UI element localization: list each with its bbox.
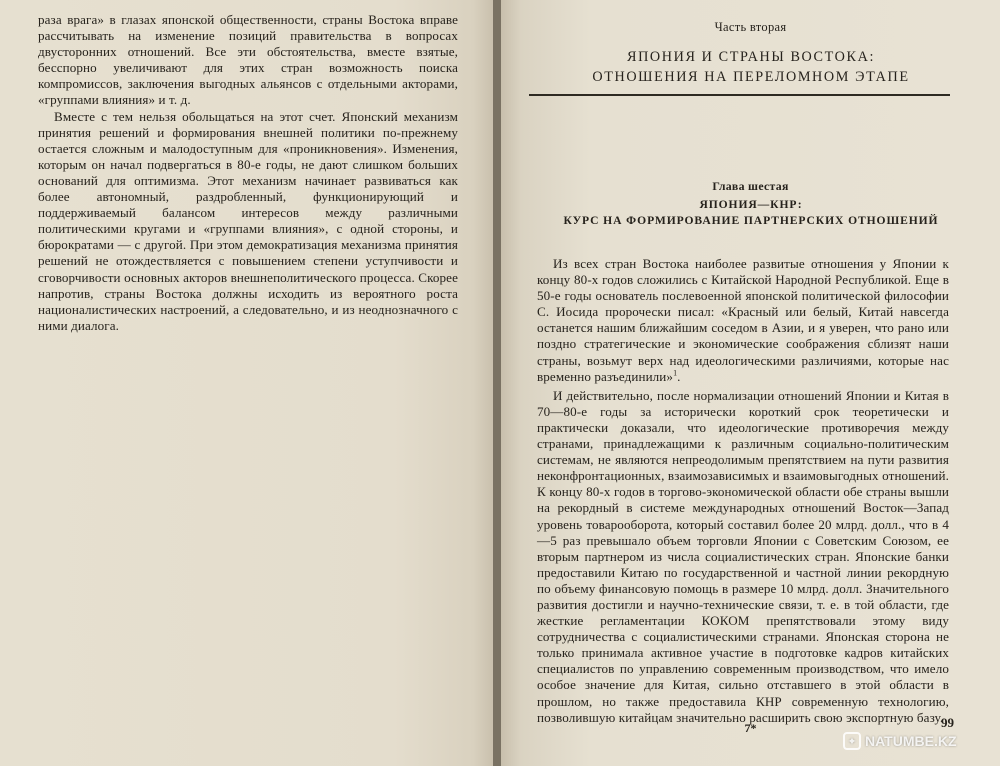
footnote-mark: 1 — [673, 368, 678, 378]
left-paragraph-2: Вместе с тем нельзя обольщаться на этот счет. Японский механизм принятия решений и формирования внешней политики по-прежнему остается сложным и малодоступным для «проникновения». Изменения, которым он начал подвергаться в 80-е годы, не дают слишком больших оснований для оптимизма. Этот механизм начинает развиваться как более автономный, раздробленный, функционирующий и поддерживаемый балансом интересов между различными политическими кругами и «группами влияния», с одной стороны, и бюрократами — с другой. При этом демократизация механизма принятия решений не отождествляется с повышением степени уступчивости и сговорчивости основных акторов внешнеполитического процесса. Скорее напротив, страны Востока должны исходить из вероятного роста националистических настроений, а следовательно, и из неоднозначного с ними диалога. — [38, 108, 458, 333]
right-paragraph-2: И действительно, после нормализации отношений Японии и Китая в 70—80-е годы за исторически короткий срок теоретически и практически доказали, что идеологические противоречия между странами, принадлежащими к различным социально-политическим системам, не являются непреодолимым препятствием на пути развития неконфронтационных, взаимозависимых и взаимовыгодных отношений. К концу 80-х годов в торгово-экономической области обе страны вышли на рекордный в системе международных отношений Восток—Запад уровень товарооборота, который составил более 20 млрд. долл., что в 4—5 раз превышало объем торговли Японии с Советским Союзом, ее вторым партнером из числа социалистических стран. Японские банки предоставили Китаю по государственной и частной линии рекордную по объему финансовую помощь в размере 10 млрд. долл. Значительного развития достигли и научно-технические связи, т. е. в той области, где жесткие регламентации КОКОМ препятствовали этому виду сотрудничества с социалистическими странами. Японская сторона не только принимала активное участие в подготовке кадров китайских специалистов по управлению современным производством, что имело особое значение для Китая, сильно отставшего в этой области в прошлом, но также предоставила КНР современную технологию, позволившую китайцам значительно расширить свою экспортную базу. — [537, 387, 949, 725]
chapter-title-line-2: КУРС НА ФОРМИРОВАНИЕ ПАРТНЕРСКИХ ОТНОШЕНИЙ — [563, 214, 939, 227]
right-page-body — [537, 256, 949, 729]
chapter-title-line-1: ЯПОНИЯ—КНР: — [699, 198, 803, 211]
section-rule — [529, 94, 950, 96]
right-paragraph-1-text: Из всех стран Востока наиболее развитые отношения у Японии к концу 80-х годов сложились с Китайской Народной Республикой. Еще в 50-е годы основатель послевоенной японской политической философии С. Иосида пророчески писал: «Красный или белый, Китай навсегда останется нашим ближайшим соседом в Азии, и я уверен, что рано или поздно стратегические и экономические соображения сблизят наши страны, возьмут верх над идеологическими различиями, которые нас временно разъединили» — [537, 256, 949, 384]
watermark — [843, 728, 993, 754]
part-label: Часть вторая — [714, 20, 787, 34]
chapter-label: Глава шестая — [712, 179, 789, 193]
part-title — [541, 47, 961, 87]
natumbe-logo-icon: ✦ — [843, 732, 861, 750]
book-gutter — [493, 0, 501, 766]
watermark-text: NATUMBE.KZ — [865, 733, 957, 749]
left-page — [0, 0, 493, 766]
left-page-body — [38, 12, 458, 334]
left-paragraph-1: раза врага» в глазах японской общественности, страны Востока вправе рассчитывать на изменение позиций правительства в вопросах двусторонних отношений. Все эти обстоятельства, вместе взятые, бесспорно увеличивают для этих стран возможность поиска компромиссов, заключения выгодных альянсов с отдельными акторами, «группами влияния» и т. д. — [38, 12, 458, 108]
signature-mark: 7* — [744, 721, 757, 735]
part-title-line-1: ЯПОНИЯ И СТРАНЫ ВОСТОКА: — [627, 49, 875, 65]
right-page — [501, 0, 1000, 766]
part-title-line-2: ОТНОШЕНИЯ НА ПЕРЕЛОМНОМ ЭТАПЕ — [592, 69, 910, 85]
right-paragraph-1: Из всех стран Востока наиболее развитые отношения у Японии к концу 80-х годов сложились с Китайской Народной Республикой. Еще в 50-е годы основатель послевоенной японской политической философии С. Иосида пророчески писал: «Красный или белый, Китай навсегда останется нашим ближайшим соседом в Азии, и я уверен, что рано или поздно стратегические и экономические соображения сблизят наши страны, возьмут верх над идеологическими различиями, которые нас временно разъединили»$^1$. — [537, 256, 949, 384]
page-number: 99 — [941, 715, 954, 730]
chapter-title — [541, 197, 961, 229]
